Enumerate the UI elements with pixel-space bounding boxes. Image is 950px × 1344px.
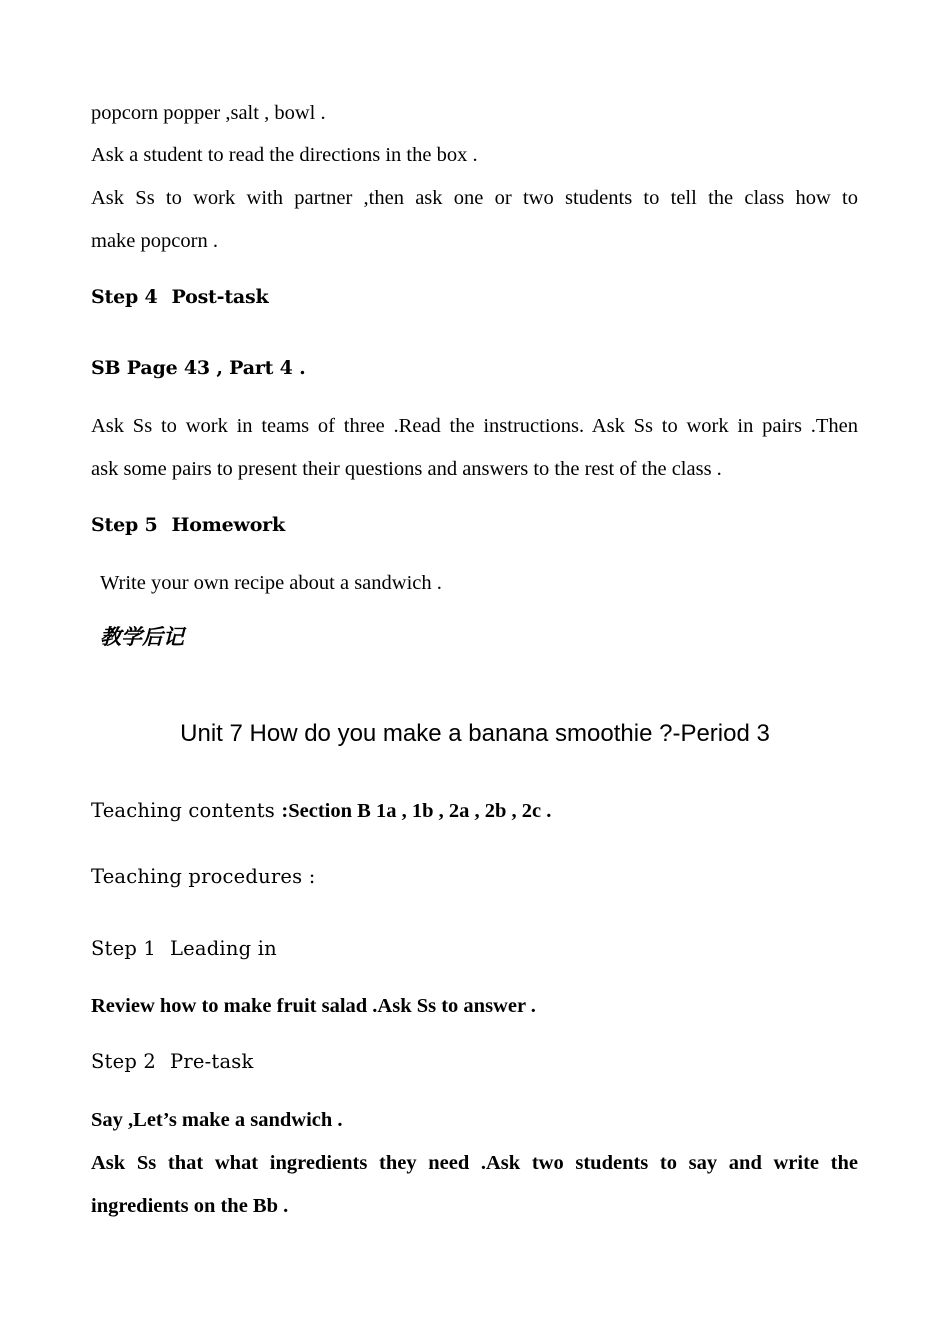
step-5-heading xyxy=(91,510,858,540)
homework-text: Write your own recipe about a sandwich . xyxy=(100,572,442,594)
teaching-contents-line xyxy=(91,790,858,833)
step-4-heading xyxy=(91,282,858,312)
teams-instruction-line: Ask Ss to work in teams of three .Read the instructions. Ask Ss to work in pairs .Then xyxy=(91,415,858,437)
step-4-number: Step 4 xyxy=(91,286,158,308)
review-line: Review how to make fruit salad .Ask Ss to answer . xyxy=(91,995,536,1017)
ingredients-question-line: Ask Ss that what ingredients they need .Ask two students to say and write the xyxy=(91,1152,858,1174)
teaching-contents-value: :Section B 1a , 1b , 2a , 2b , 2c . xyxy=(281,800,552,822)
ingredients-question-line-cont: ingredients on the Bb . xyxy=(91,1195,289,1217)
step-5-label: Homework xyxy=(171,514,285,536)
step-4-label: Post-task xyxy=(171,286,269,308)
step-2-heading xyxy=(91,1047,858,1077)
unit-title: Unit 7 How do you make a banana smoothie ?-Period 3 xyxy=(180,720,770,747)
step-1-label: Leading in xyxy=(170,937,277,960)
partner-work-line-cont: make popcorn . xyxy=(91,230,218,252)
step-2-label: Pre-task xyxy=(170,1050,254,1073)
partner-work-line: Ask Ss to work with partner ,then ask one or two students to tell the class how to xyxy=(91,187,858,209)
step-1-number: Step 1 xyxy=(91,937,157,960)
ingredients-line: popcorn popper ,salt , bowl . xyxy=(91,102,326,124)
say-sandwich-line: Say ,Let’s make a sandwich . xyxy=(91,1109,343,1131)
step-1-heading xyxy=(91,934,858,964)
teaching-contents-label: Teaching contents xyxy=(91,799,282,822)
step-5-number: Step 5 xyxy=(91,514,158,536)
afterword-heading: 教学后记 xyxy=(100,624,184,649)
teaching-procedures-heading: Teaching procedures : xyxy=(91,865,316,888)
teams-instruction-line-cont: ask some pairs to present their questions and answers to the rest of the class . xyxy=(91,458,722,480)
read-directions-line: Ask a student to read the directions in the box . xyxy=(91,144,478,166)
sb-page-reference: SB Page 43 , Part 4 . xyxy=(91,357,306,379)
step-2-number: Step 2 xyxy=(91,1050,157,1073)
